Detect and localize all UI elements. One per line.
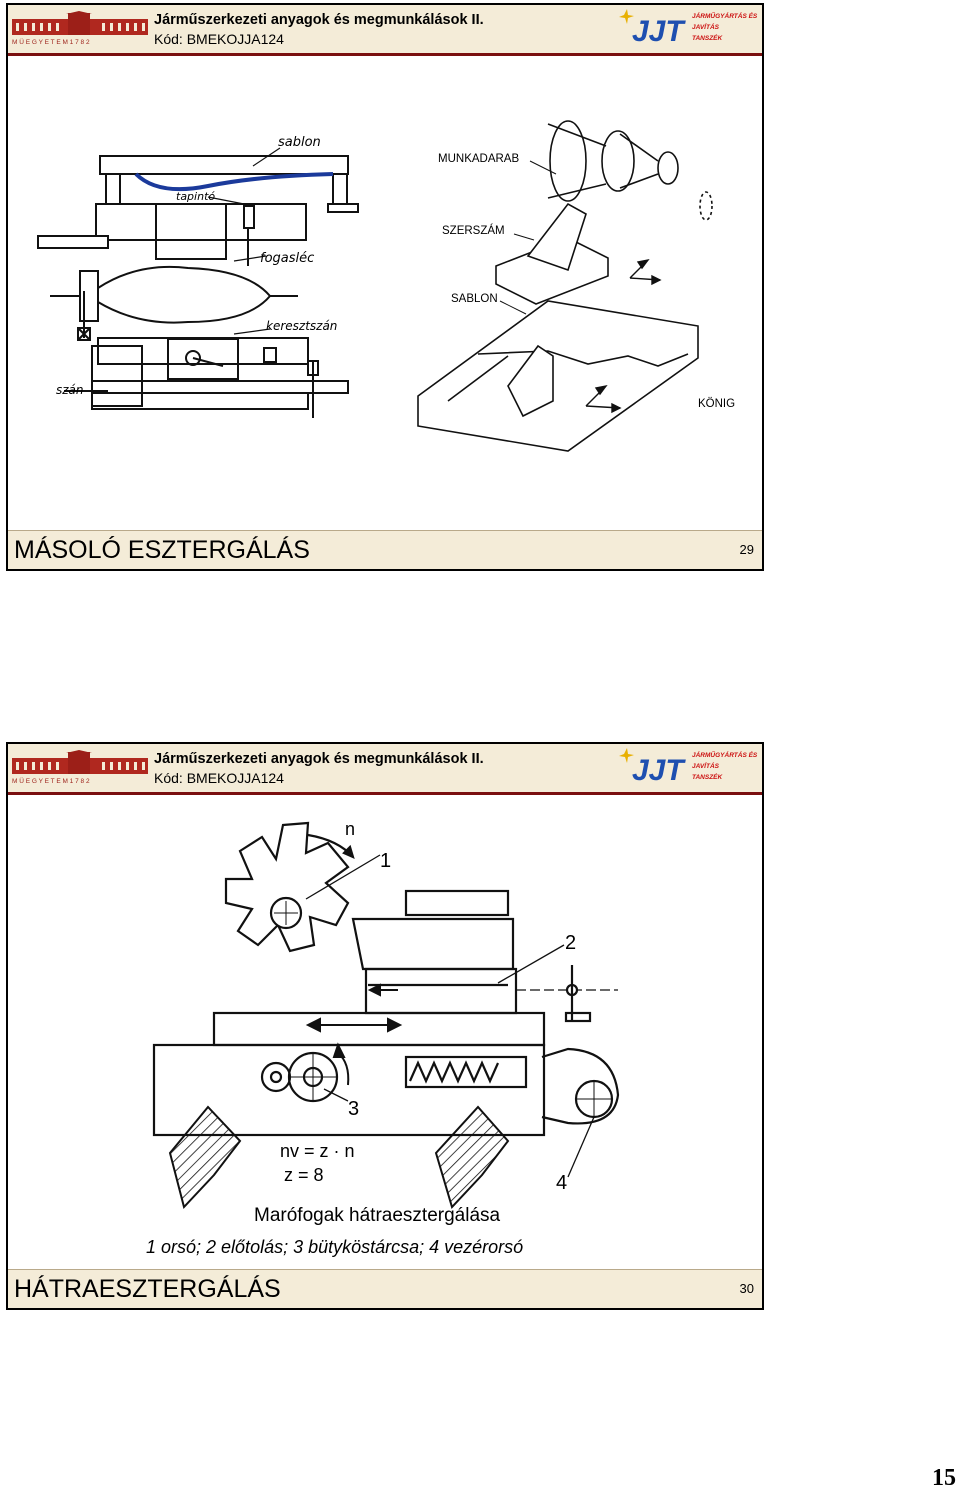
jjt-mark: JJT: [632, 754, 684, 787]
slide-29: [6, 3, 764, 571]
jjt-logo: [618, 7, 758, 49]
jjt-mark: JJT: [632, 15, 684, 48]
bme-logo-text: M Ü E G Y E T E M 1 7 8 2: [12, 778, 90, 785]
label-keresztszan: keresztszán: [266, 319, 338, 333]
jjt-line3: TANSZÉK: [692, 774, 723, 781]
relief-leaders: [306, 855, 594, 1177]
bme-logo-text: M Ü E G Y E T E M 1 7 8 2: [12, 39, 90, 46]
copy-turning-figure: [8, 56, 762, 532]
slide-title: HÁTRAESZTERGÁLÁS: [14, 1275, 281, 1303]
jjt-logo: [618, 746, 758, 788]
course-title: Járműszerkezeti anyagok és megmunkálások II.: [154, 12, 484, 28]
relief-turning-figure: [8, 795, 762, 1271]
slide-number: 29: [739, 542, 754, 557]
slide-header: [8, 744, 762, 795]
milling-cutter: [226, 823, 353, 951]
jjt-line1: JÁRMŰGYÁRTÁS ÉS: [692, 752, 758, 759]
course-code: Kód: BMEKOJJA124: [154, 31, 284, 47]
jjt-line2: JAVÍTÁS: [692, 24, 719, 31]
label-2: 2: [565, 932, 577, 954]
bme-logo: [10, 11, 150, 47]
course-code: Kód: BMEKOJJA124: [154, 770, 284, 786]
slide-number: 30: [739, 1281, 754, 1296]
label-munkadarab: MUNKADARAB: [438, 153, 520, 165]
figure-caption: Marófogak hátraesztergálása: [254, 1205, 501, 1226]
formula-nv: nv = z · n: [280, 1141, 355, 1161]
label-szerszam: SZERSZÁM: [442, 225, 505, 237]
label-4: 4: [556, 1172, 568, 1194]
label-fogaslec: fogasléc: [260, 251, 315, 266]
relief-motion-arrows: [308, 985, 400, 1085]
jjt-line1: JÁRMŰGYÁRTÁS ÉS: [692, 13, 758, 20]
label-3: 3: [348, 1098, 360, 1120]
formula-z: z = 8: [284, 1165, 324, 1185]
page-number: 15: [932, 1465, 956, 1491]
label-sablon-iso: SABLON: [451, 293, 498, 305]
relief-lathe-drawing: [154, 891, 618, 1135]
label-sablon: sablon: [278, 135, 321, 150]
label-tapinto: tapintó: [176, 190, 216, 203]
figure-legend: 1 orsó; 2 előtolás; 3 bütyköstárcsa; 4 vezérorsó: [146, 1237, 524, 1257]
label-szan: szán: [56, 383, 84, 397]
slide-footer: [8, 530, 762, 569]
label-konig: KÖNIG: [698, 398, 736, 410]
jjt-line2: JAVÍTÁS: [692, 763, 719, 770]
slide-footer: [8, 1269, 762, 1308]
slide-title: MÁSOLÓ ESZTERGÁLÁS: [14, 536, 310, 564]
label-n: n: [345, 819, 356, 839]
course-title: Járműszerkezeti anyagok és megmunkálások II.: [154, 751, 484, 767]
isometric-copy-drawing: [418, 121, 712, 451]
label-1: 1: [380, 850, 392, 872]
bme-logo: [10, 750, 150, 786]
jjt-line3: TANSZÉK: [692, 35, 723, 42]
slide-header: [8, 5, 762, 56]
slide-30: [6, 742, 764, 1310]
